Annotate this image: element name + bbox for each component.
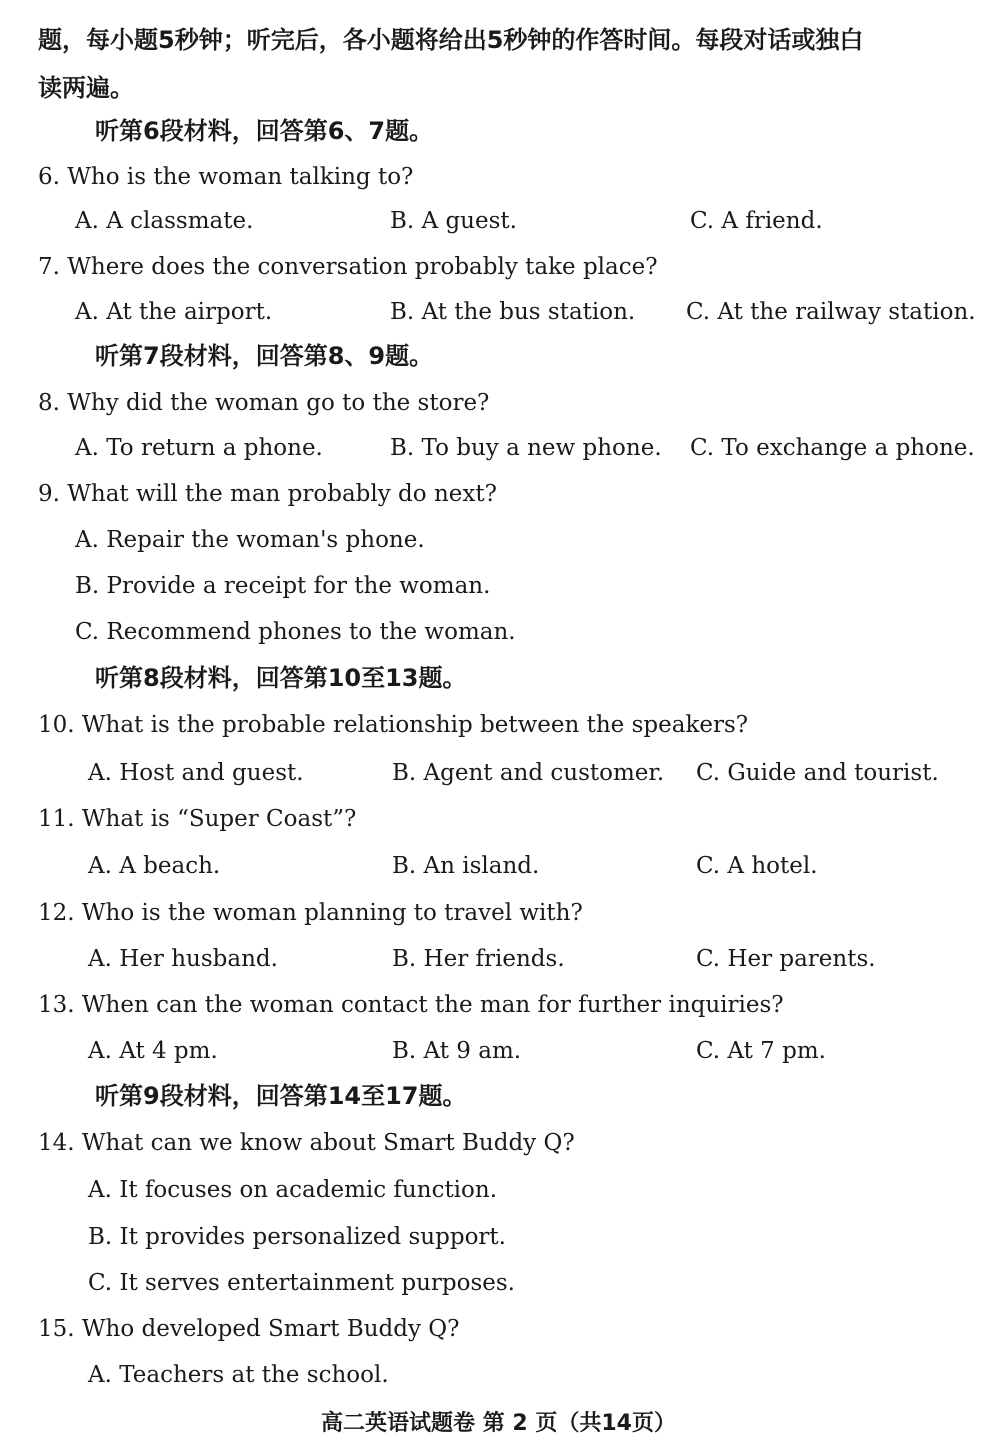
option-10b: B. Agent and customer. [392, 760, 665, 786]
section-heading-7: 听第7段材料，回答第8、9题。 [95, 342, 434, 370]
question-text: What can we know about Smart Buddy Q? [81, 1130, 575, 1156]
section-heading-8: 听第8段材料，回答第10至13题。 [95, 664, 467, 692]
question-number: 14. [38, 1130, 75, 1156]
question-text: What will the man probably do next? [67, 481, 497, 507]
question-number: 12. [38, 900, 75, 926]
question-number: 8. [38, 390, 60, 416]
question-number: 7. [38, 254, 60, 280]
option-13c: C. At 7 pm. [696, 1038, 826, 1064]
intro-line-1: 题，每小题5秒钟；听完后，各小题将给出5秒钟的作答时间。每段对话或独白 [38, 26, 864, 54]
question-text: Why did the woman go to the store? [67, 390, 490, 416]
question-9 [38, 483, 497, 506]
option-9b: B. Provide a receipt for the woman. [75, 573, 491, 599]
question-text: Who is the woman planning to travel with? [81, 900, 583, 926]
question-8 [38, 392, 489, 415]
question-number: 10. [38, 712, 75, 738]
option-15a: A. Teachers at the school. [88, 1362, 389, 1388]
option-12b: B. Her friends. [392, 946, 565, 972]
section-heading-6: 听第6段材料，回答第6、7题。 [95, 117, 434, 145]
intro-line-2: 读两遍。 [38, 74, 134, 102]
question-15 [38, 1318, 460, 1341]
option-14a: A. It focuses on academic function. [88, 1177, 498, 1203]
question-text: When can the woman contact the man for further inquiries? [81, 992, 784, 1018]
page-footer: 高二英语试题卷 第 2 页（共14页） [321, 1411, 676, 1436]
section-heading-9: 听第9段材料，回答第14至17题。 [95, 1082, 467, 1110]
option-12c: C. Her parents. [696, 946, 876, 972]
option-9a: A. Repair the woman's phone. [75, 527, 425, 553]
question-11 [38, 808, 356, 831]
option-13a: A. At 4 pm. [88, 1038, 218, 1064]
option-13b: B. At 9 am. [392, 1038, 522, 1064]
option-6b: B. A guest. [390, 208, 517, 234]
option-10c: C. Guide and tourist. [696, 760, 939, 786]
option-6a: A. A classmate. [75, 208, 254, 234]
question-text: Who is the woman talking to? [67, 164, 414, 190]
question-14 [38, 1132, 575, 1155]
question-text: What is the probable relationship between the speakers? [81, 712, 749, 738]
question-12 [38, 902, 583, 925]
question-number: 9. [38, 481, 60, 507]
question-13 [38, 994, 784, 1017]
question-text: Where does the conversation probably take place? [67, 254, 658, 280]
option-8b: B. To buy a new phone. [390, 435, 662, 461]
option-7b: B. At the bus station. [390, 299, 636, 325]
option-7a: A. At the airport. [75, 299, 273, 325]
question-number: 6. [38, 164, 60, 190]
question-number: 15. [38, 1316, 75, 1342]
option-9c: C. Recommend phones to the woman. [75, 619, 516, 645]
option-8c: C. To exchange a phone. [690, 435, 975, 461]
option-12a: A. Her husband. [88, 946, 278, 972]
question-7 [38, 256, 658, 279]
option-11c: C. A hotel. [696, 853, 818, 879]
question-6 [38, 166, 413, 189]
option-14b: B. It provides personalized support. [88, 1224, 506, 1250]
option-11b: B. An island. [392, 853, 540, 879]
question-number: 11. [38, 806, 75, 832]
option-10a: A. Host and guest. [88, 760, 304, 786]
question-10 [38, 714, 748, 737]
option-11a: A. A beach. [88, 853, 221, 879]
question-text: What is “Super Coast”? [81, 806, 357, 832]
question-text: Who developed Smart Buddy Q? [81, 1316, 460, 1342]
option-8a: A. To return a phone. [75, 435, 323, 461]
option-14c: C. It serves entertainment purposes. [88, 1270, 515, 1296]
question-number: 13. [38, 992, 75, 1018]
option-7c: C. At the railway station. [686, 299, 976, 325]
option-6c: C. A friend. [690, 208, 823, 234]
